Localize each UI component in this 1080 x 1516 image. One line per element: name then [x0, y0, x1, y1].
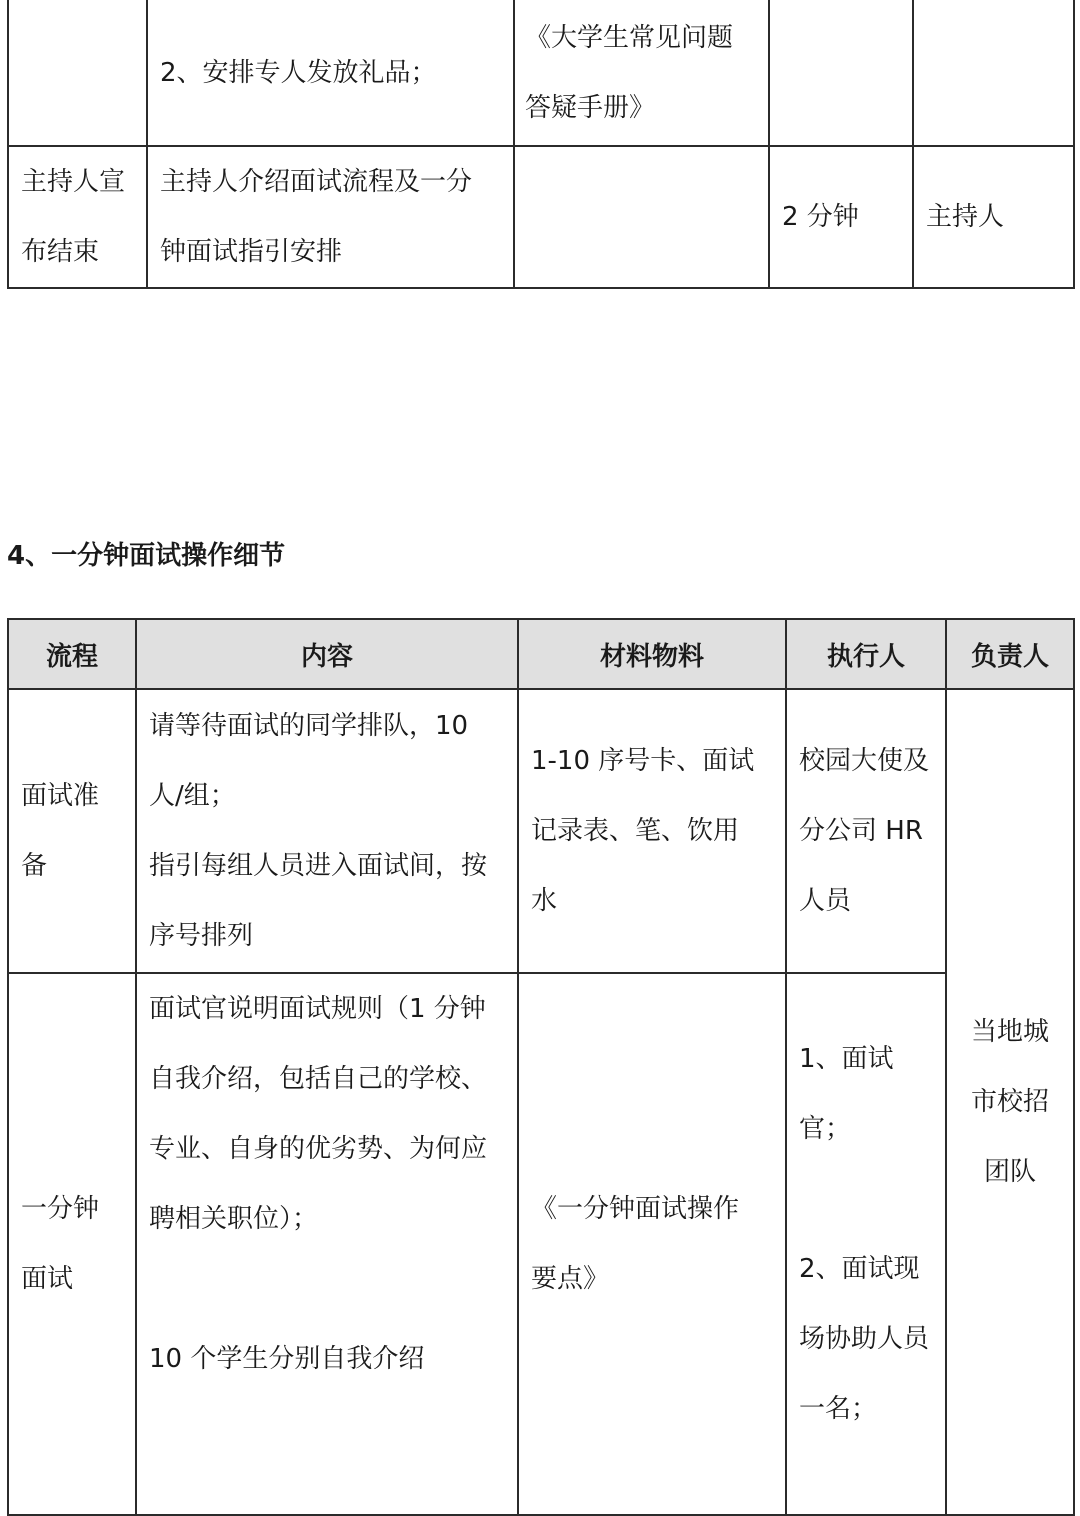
header-materials: 材料物料: [518, 619, 786, 689]
material-cell: 1-10 序号卡、面试 记录表、笔、饮用 水: [518, 689, 786, 973]
interview-detail-table: [7, 618, 1075, 1516]
spacer: [149, 1254, 509, 1324]
spacer: [799, 1164, 937, 1234]
table-row: [8, 973, 1074, 1515]
owner-cell: 主持人: [913, 146, 1074, 288]
owner-cell: 当地城 市校招 团队: [946, 689, 1074, 1515]
section-heading: 4、一分钟面试操作细节: [7, 541, 286, 571]
process-cell: [8, 0, 147, 146]
duration-cell: 2 分钟: [769, 146, 913, 288]
material-cell: 《大学生常见问题 答疑手册》: [514, 0, 769, 146]
owner-cell: [913, 0, 1074, 146]
duration-cell: [769, 0, 913, 146]
table-row: [8, 0, 1074, 146]
header-process: 流程: [8, 619, 136, 689]
executor-cell: 1、面试 官； 2、面试现 场协助人员 一名；: [786, 973, 946, 1515]
material-cell: 《一分钟面试操作 要点》: [518, 973, 786, 1515]
process-cell: 主持人宣 布结束: [8, 146, 147, 288]
process-cell: 面试准 备: [8, 689, 136, 973]
header-executor: 执行人: [786, 619, 946, 689]
schedule-table-continued: [7, 0, 1075, 289]
table-row: [8, 146, 1074, 288]
table-header-row: [8, 619, 1074, 689]
content-cell: 2、安排专人发放礼品；: [147, 0, 514, 146]
table-row: [8, 689, 1074, 973]
content-cell: 主持人介绍面试流程及一分 钟面试指引安排: [147, 146, 514, 288]
process-cell: 一分钟 面试: [8, 973, 136, 1515]
material-cell: [514, 146, 769, 288]
executor-cell: 校园大使及 分公司 HR 人员: [786, 689, 946, 973]
content-cell: 面试官说明面试规则（1 分钟 自我介绍，包括自己的学校、 专业、自身的优劣势、为何应 聘相关职位）； 10 个学生分别自我介绍: [136, 973, 518, 1515]
content-cell: 请等待面试的同学排队，10 人/组； 指引每组人员进入面试间，按 序号排列: [136, 689, 518, 973]
header-owner: 负责人: [946, 619, 1074, 689]
header-content: 内容: [136, 619, 518, 689]
